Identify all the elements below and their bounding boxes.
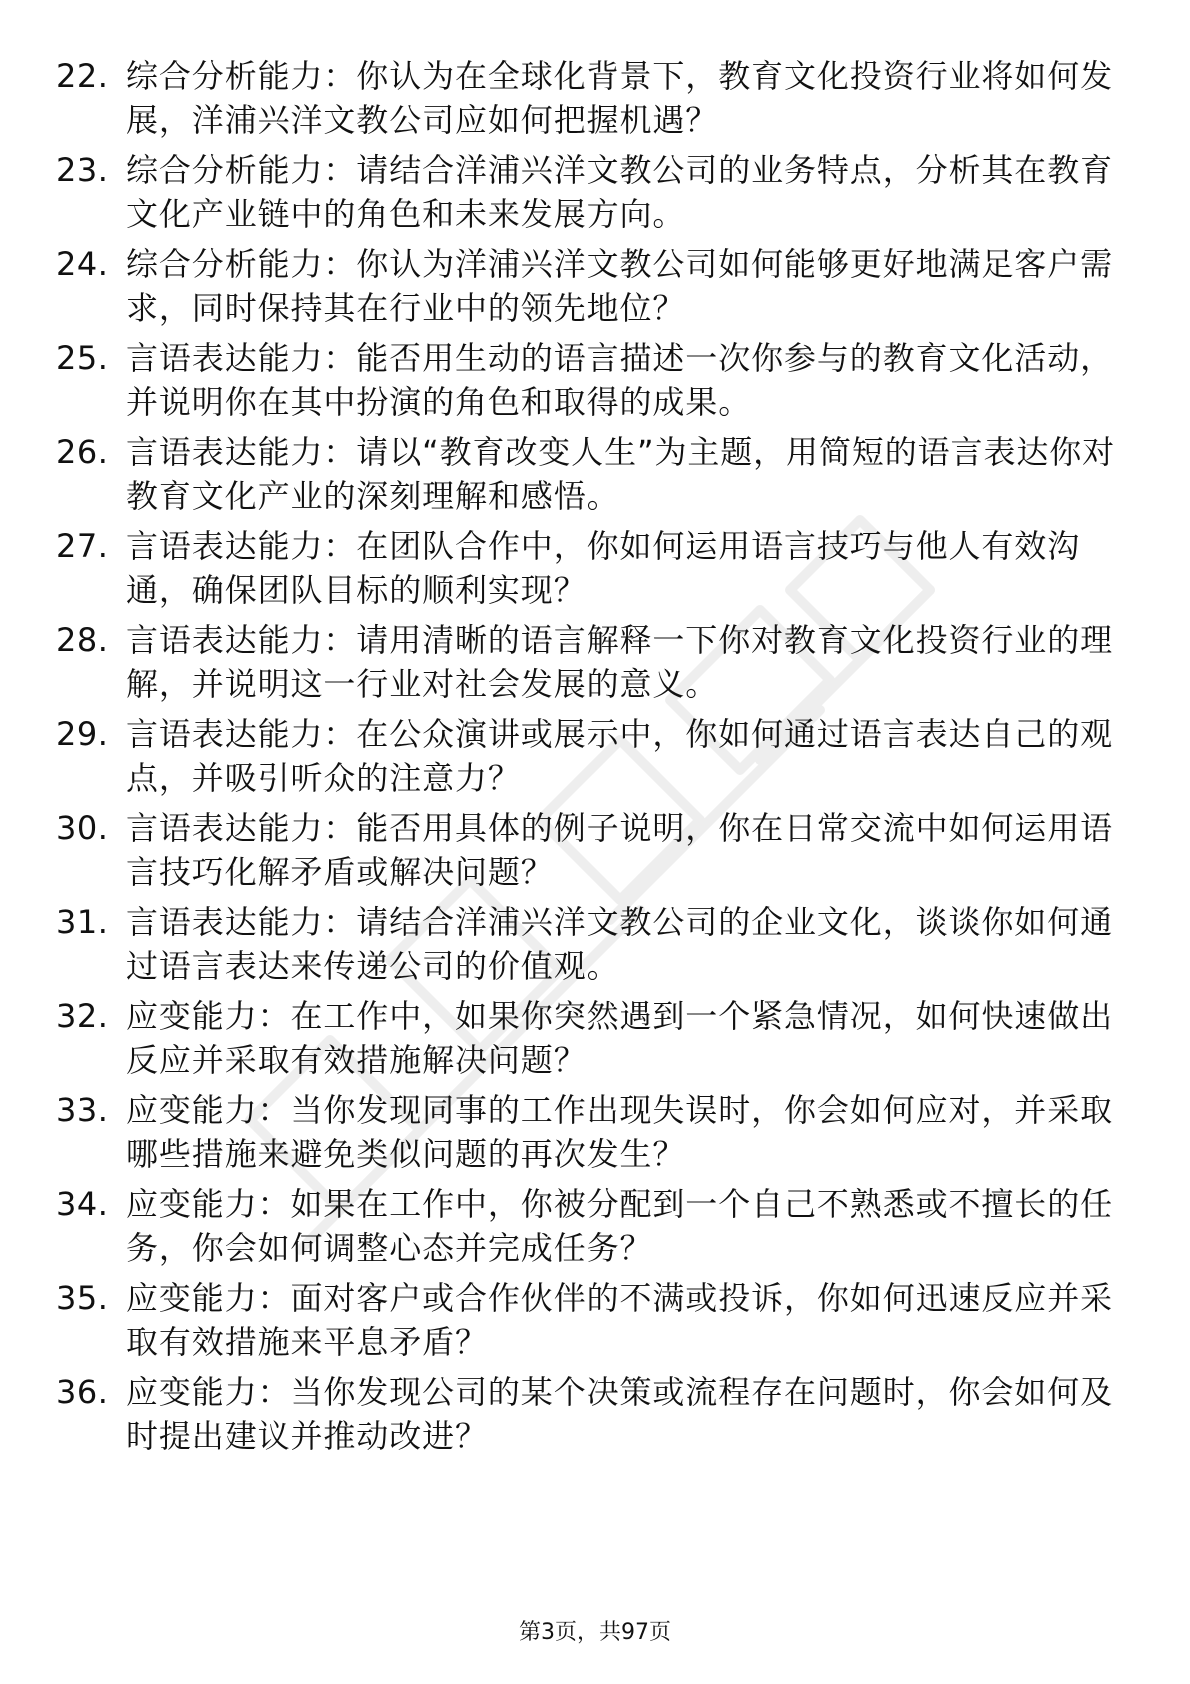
question-text: 言语表达能力：请结合洋浦兴洋文教公司的企业文化，谈谈你如何通过语言表达来传递公司的价值观。 [126,903,1114,985]
question-number: 26. [56,433,109,471]
question-item [0,994,1190,1088]
question-number: 30. [56,809,109,847]
question-item [0,54,1190,148]
question-number: 27. [56,527,109,565]
question-text: 言语表达能力：能否用生动的语言描述一次你参与的教育文化活动，并说明你在其中扮演的角色和取得的成果。 [126,339,1114,421]
question-number: 23. [56,151,109,189]
question-number: 34. [56,1185,109,1223]
question-item [0,1182,1190,1276]
question-item [0,1088,1190,1182]
page-number-label: 第3页，共97页 [519,1620,671,1645]
question-item [0,618,1190,712]
question-list [0,54,1190,1464]
question-text: 言语表达能力：能否用具体的例子说明，你在日常交流中如何运用语言技巧化解矛盾或解决问题？ [126,809,1114,891]
question-text: 综合分析能力：请结合洋浦兴洋文教公司的业务特点，分析其在教育文化产业链中的角色和未来发展方向。 [126,151,1114,233]
question-text: 应变能力：在工作中，如果你突然遇到一个紧急情况，如何快速做出反应并采取有效措施解决问题？ [126,997,1114,1079]
question-item [0,1276,1190,1370]
question-text: 言语表达能力：请以“教育改变人生”为主题，用简短的语言表达你对教育文化产业的深刻理解和感悟。 [126,433,1116,515]
page-footer [0,1618,1190,1648]
question-text: 应变能力：面对客户或合作伙伴的不满或投诉，你如何迅速反应并采取有效措施来平息矛盾？ [126,1279,1114,1361]
question-number: 31. [56,903,109,941]
question-number: 32. [56,997,109,1035]
question-item [0,148,1190,242]
question-text: 言语表达能力：请用清晰的语言解释一下你对教育文化投资行业的理解，并说明这一行业对社会发展的意义。 [126,621,1114,703]
question-number: 33. [56,1091,109,1129]
question-item [0,1370,1190,1464]
question-number: 24. [56,245,109,283]
question-text: 应变能力：如果在工作中，你被分配到一个自己不熟悉或不擅长的任务，你会如何调整心态并完成任务？ [126,1185,1114,1267]
question-text: 言语表达能力：在团队合作中，你如何运用语言技巧与他人有效沟通，确保团队目标的顺利实现？ [126,527,1081,609]
question-text: 综合分析能力：你认为洋浦兴洋文教公司如何能够更好地满足客户需求，同时保持其在行业中的领先地位？ [126,245,1114,327]
question-item [0,806,1190,900]
question-number: 29. [56,715,109,753]
question-number: 22. [56,57,109,95]
question-text: 应变能力：当你发现公司的某个决策或流程存在问题时，你会如何及时提出建议并推动改进？ [126,1373,1114,1455]
question-number: 35. [56,1279,109,1317]
question-text: 综合分析能力：你认为在全球化背景下，教育文化投资行业将如何发展，洋浦兴洋文教公司应如何把握机遇？ [126,57,1114,139]
question-item [0,242,1190,336]
question-item [0,900,1190,994]
question-number: 25. [56,339,109,377]
question-item [0,430,1190,524]
question-text: 言语表达能力：在公众演讲或展示中，你如何通过语言表达自己的观点，并吸引听众的注意力？ [126,715,1114,797]
question-number: 28. [56,621,109,659]
question-number: 36. [56,1373,109,1411]
question-item [0,712,1190,806]
question-item [0,336,1190,430]
question-text: 应变能力：当你发现同事的工作出现失误时，你会如何应对，并采取哪些措施来避免类似问题的再次发生？ [126,1091,1114,1173]
question-item [0,524,1190,618]
